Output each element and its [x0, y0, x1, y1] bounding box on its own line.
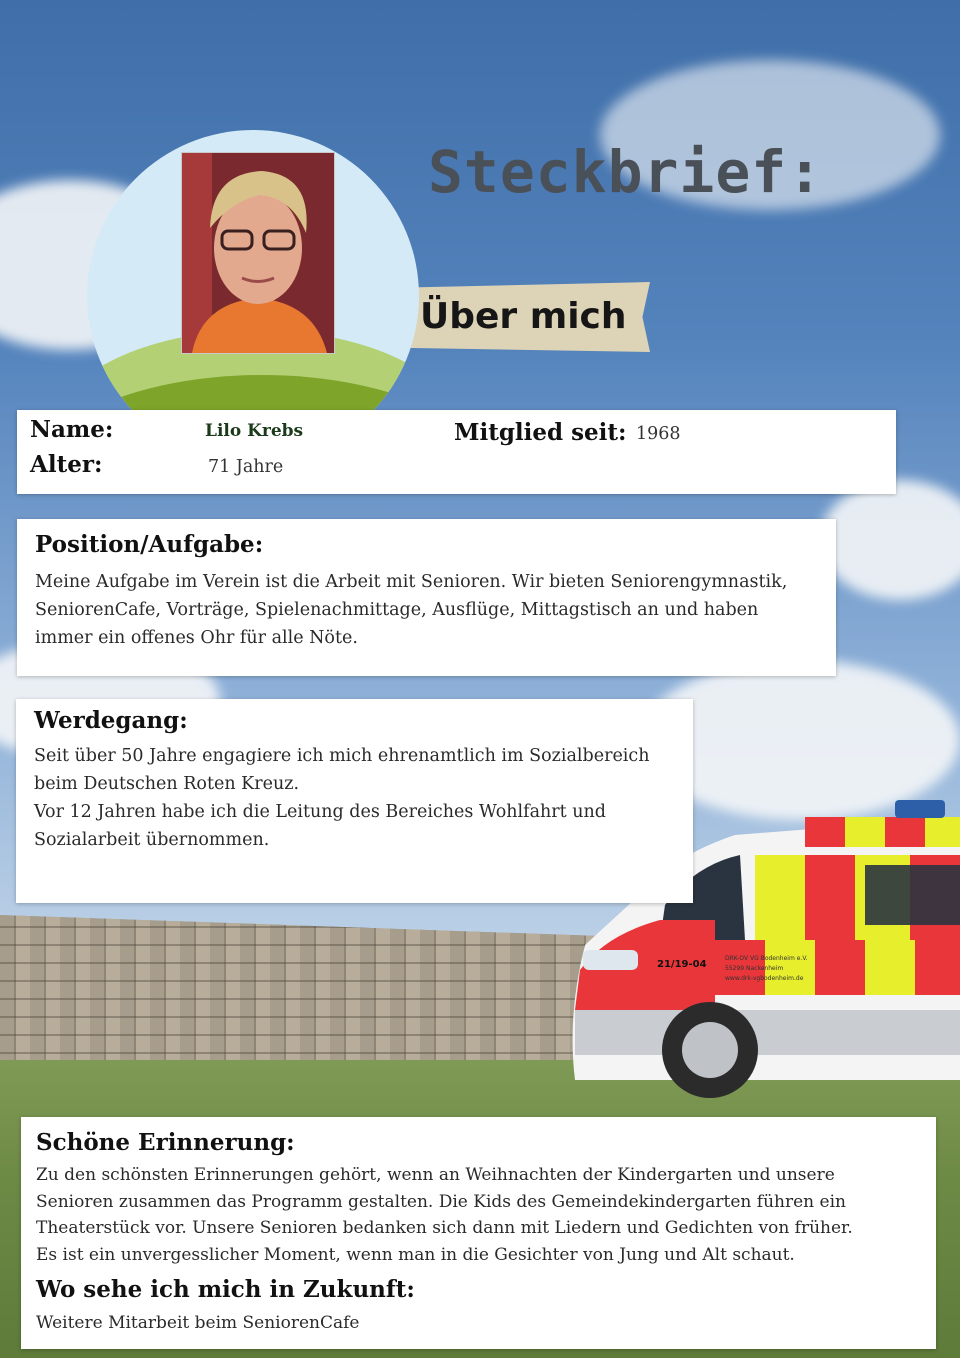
memory-line: Theaterstück vor. Unsere Senioren bedanken sich dann mit Liedern und Gedichten von früher. [36, 1218, 853, 1238]
memory-line: Senioren zusammen das Programm gestalten. Die Kids des Gemeindekindergarten führen ein [36, 1191, 846, 1212]
vehicle-door-line: DRK-OV VG Bodenheim e.V. [725, 955, 808, 962]
vehicle-door-line: 55299 Nackenheim [725, 965, 784, 972]
name-value: Lilo Krebs [205, 421, 304, 441]
memory-line: Es ist ein unvergesslicher Moment, wenn man in die Gesichter von Jung und Alt schaut. [36, 1244, 795, 1265]
career-line: Vor 12 Jahren habe ich die Leitung des Bereiches Wohlfahrt und [34, 802, 606, 822]
career-card [16, 699, 693, 903]
profile-card [17, 410, 896, 494]
future-text: Weitere Mitarbeit beim SeniorenCafe [36, 1313, 360, 1333]
name-label: Name: [30, 416, 114, 443]
position-card [17, 519, 836, 676]
page-title: Steckbrief: [428, 138, 824, 206]
career-line: Sozialarbeit übernommen. [34, 830, 270, 850]
vehicle-number: 21/19-04 [657, 959, 707, 970]
memory-card [21, 1117, 936, 1349]
position-line: immer ein offenes Ohr für alle Nöte. [35, 628, 358, 648]
section-label-about-me: Über mich [420, 296, 627, 337]
memory-heading: Schöne Erinnerung: [36, 1129, 295, 1156]
position-line: Meine Aufgabe im Verein ist die Arbeit mit Senioren. Wir bieten Seniorengymnastik, [35, 572, 788, 592]
career-line: beim Deutschen Roten Kreuz. [34, 774, 300, 794]
age-value: 71 Jahre [208, 457, 284, 477]
career-line: Seit über 50 Jahre engagiere ich mich ehrenamtlich im Sozialbereich [34, 746, 650, 766]
future-heading: Wo sehe ich mich in Zukunft: [36, 1276, 415, 1303]
position-heading: Position/Aufgabe: [35, 531, 264, 558]
memory-line: Zu den schönsten Erinnerungen gehört, wenn an Weihnachten der Kindergarten und unsere [36, 1165, 835, 1185]
career-heading: Werdegang: [34, 707, 188, 734]
age-label: Alter: [30, 451, 103, 478]
vehicle-door-line: www.drk-vgbodenheim.de [725, 975, 804, 982]
position-line: SeniorenCafe, Vorträge, Spielenachmittage, Ausflüge, Mittagstisch an und haben [35, 600, 759, 620]
member-since-label: Mitglied seit: [454, 419, 627, 446]
profile-photo [181, 152, 335, 354]
member-since-value: 1968 [636, 424, 681, 444]
